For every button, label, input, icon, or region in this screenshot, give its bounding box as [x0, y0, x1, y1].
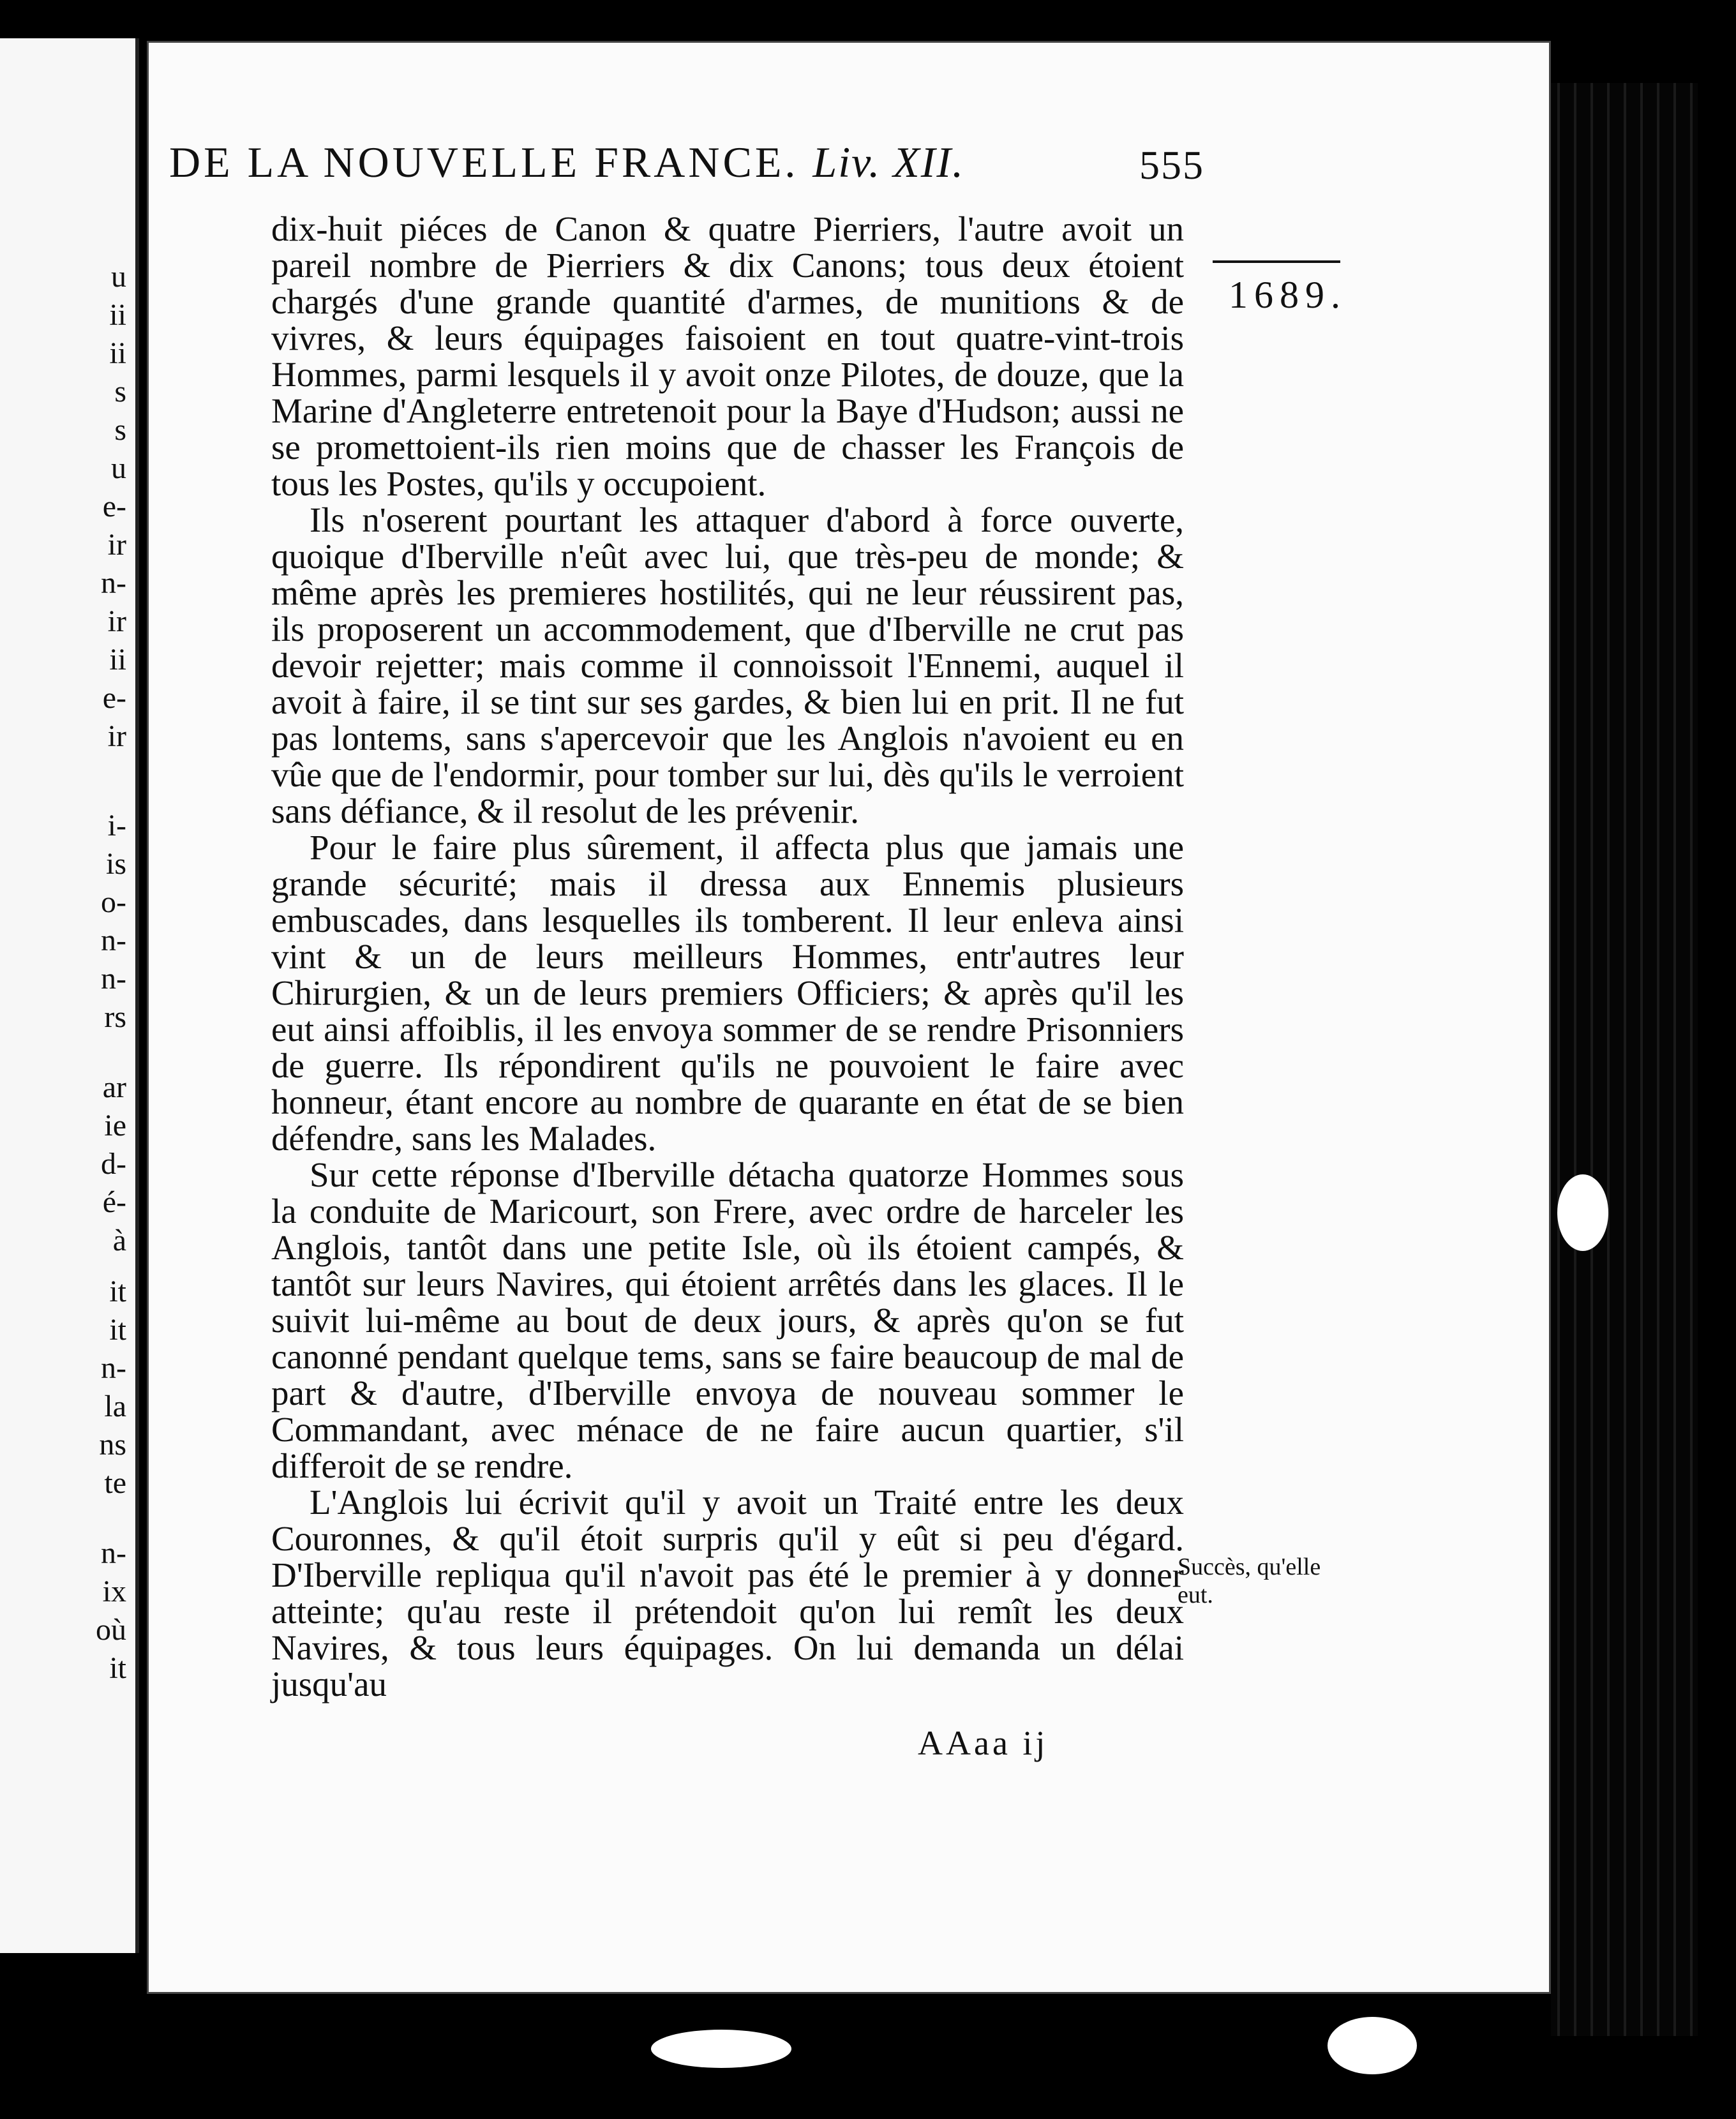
page-number: 555 [1139, 142, 1204, 188]
facing-page-fragment: i- [107, 809, 126, 842]
facing-page-fragment: e- [102, 681, 126, 715]
facing-page-fragment: à [112, 1224, 126, 1257]
running-head [169, 137, 1216, 188]
facing-page-fragment: é- [102, 1185, 126, 1219]
facing-page-fragment: te [104, 1466, 126, 1500]
facing-page-fragment: it [109, 1651, 126, 1685]
facing-page-fragment: n- [101, 1351, 126, 1385]
facing-page-fragment: n- [101, 566, 126, 600]
facing-page-fragment: d- [101, 1147, 126, 1181]
facing-page-fragment: o- [101, 885, 126, 919]
facing-page-fragment: ii [109, 336, 126, 370]
facing-page-fragment: ir [107, 604, 126, 638]
running-head-title: DE LA NOUVELLE FRANCE. [169, 138, 799, 186]
facing-page-fragment: ns [99, 1428, 126, 1462]
facing-page [0, 38, 139, 1953]
signature-mark: AAaa ij [918, 1724, 1049, 1762]
facing-page-fragment: ii [109, 643, 126, 677]
facing-page-fragment: e- [102, 490, 126, 523]
margin-rule [1213, 260, 1340, 263]
facing-page-fragment: n- [101, 1536, 126, 1570]
facing-page-fragment: ii [109, 298, 126, 332]
facing-page-fragment: it [109, 1313, 126, 1347]
facing-page-fragment: u [111, 260, 126, 294]
body-text [271, 211, 1184, 1702]
facing-page-fragment: it [109, 1275, 126, 1308]
facing-page-fragment: s [114, 413, 126, 447]
facing-page-fragment: n- [101, 924, 126, 957]
running-head-book: Liv. XII. [812, 138, 965, 186]
facing-page-fragment: ar [102, 1070, 126, 1104]
facing-page-fragment: ix [102, 1575, 126, 1608]
facing-page-fragment: ie [104, 1109, 126, 1142]
paragraph: Ils n'oserent pourtant les attaquer d'abord à force ouverte, quoique d'Iberville n'eût avec lui, que très-peu de monde; & même après les premieres hostilités, qui ne leur réussirent pas, ils proposerent un accommodement, que d'Iberville ne crut pas devoir rejetter; mais comme il connoissoit l'Ennemi, auquel il avoit à faire, il se tint sur ses gardes, & bien lui en prit. Il ne fut pas lontems, sans s'apercevoir que les Anglois n'avoient eu en vûe que de l'endormir, pour tomber sur lui, dès qu'ils le verroient sans défiance, & il resolut de les prévenir. [271, 500, 1184, 830]
facing-page-fragment: n- [101, 962, 126, 996]
margin-year: 1689. [1229, 274, 1347, 316]
margin-note: Succès, qu'elle eut. [1178, 1554, 1321, 1608]
paragraph: dix-huit piéces de Canon & quatre Pierriers, l'autre avoit un pareil nombre de Pierriers & dix Canons; tous deux étoient chargés d'une grande quantité d'armes, de munitions & de vivres, & leurs équipages faisoient en tout quatre-vint-trois Hommes, parmi lesquels il y avoit onze Pilotes, de douze, que la Marine d'Angleterre entretenoit pour la Baye d'Hudson; aussi ne se promettoient-ils rien moins que de chasser les François de tous les Postes, qu'ils y occupoient. [271, 209, 1184, 503]
facing-page-fragment: is [105, 847, 126, 881]
facing-page-fragment: u [111, 451, 126, 485]
scan-speck [651, 2030, 791, 2068]
facing-page-fragment: où [96, 1613, 126, 1647]
page-edges [1551, 83, 1698, 2036]
paragraph: Pour le faire plus sûrement, il affecta plus que jamais une grande sécurité; mais il dressa aux Ennemis plusieurs embuscades, dans lesquelles ils tomberent. Il leur enleva ainsi vint & un de leurs meilleurs Hommes, entr'autres leur Chirurgien, & un de leurs premiers Officiers; & après qu'il les eut ainsi affoiblis, il les envoya sommer de se rendre Prisonniers de guerre. Ils répondirent qu'ils ne pouvoient le faire avec honneur, étant encore au nombre de quarante en état de se bien défendre, sans les Malades. [271, 828, 1184, 1158]
paragraph: Sur cette réponse d'Iberville détacha quatorze Hommes sous la conduite de Maricourt, son Frere, avec ordre de harceler les Anglois, tantôt dans une petite Isle, où ils étoient campés, & tantôt sur leurs Navires, qui étoient arrêtés dans les glaces. Il le suivit lui-même au bout de deux jours, & après qu'on se fut canonné pendant quelque tems, sans se faire beaucoup de mal de part & d'autre, d'Iberville envoya de nouveau sommer le Commandant, avec ménace de ne faire aucun quartier, s'il differoit de se rendre. [271, 1155, 1184, 1485]
scan-speck [1557, 1174, 1608, 1251]
facing-page-fragment: ir [107, 528, 126, 562]
facing-page-fragment: ir [107, 719, 126, 753]
facing-page-fragment: la [104, 1389, 126, 1423]
paragraph: L'Anglois lui écrivit qu'il y avoit un Traité entre les deux Couronnes, & qu'il étoit surpris qu'il y eût si peu d'égard. D'Iberville repliqua qu'il n'avoit pas été le premier à y donner atteinte; qu'au reste il prétendoit qu'on lui remît les deux Navires, & tous leurs équipages. On lui demanda un délai jusqu'au [271, 1483, 1184, 1703]
facing-page-fragment: rs [104, 1000, 126, 1034]
facing-page-fragment: s [114, 375, 126, 408]
scan-speck [1328, 2017, 1417, 2074]
